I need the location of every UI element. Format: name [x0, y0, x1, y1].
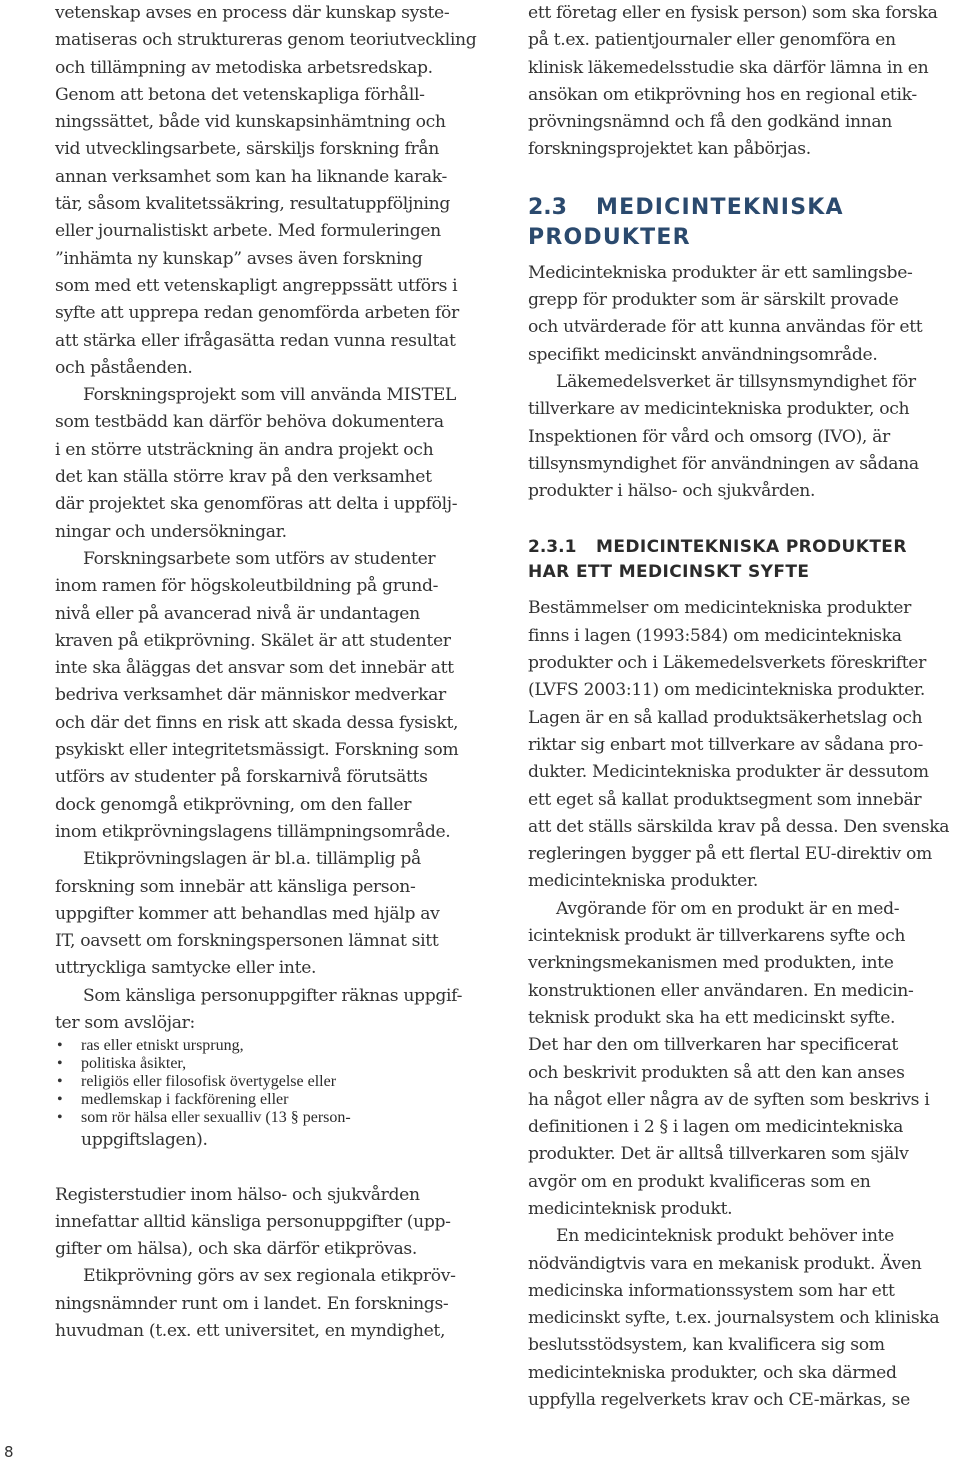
page-number: 8 — [4, 1443, 14, 1461]
right-column — [528, 0, 958, 1414]
paragraph-etikprovning — [55, 1263, 485, 1345]
list-item: • religiös eller filosofisk övertygelse eller — [55, 1073, 485, 1091]
paragraph-continued — [528, 0, 958, 164]
text-line: dock genomgå etikprövning, om den faller — [55, 794, 412, 815]
text-line: annan verksamhet som kan ha liknande karak- — [55, 166, 447, 187]
text-line: Det har den om tillverkaren har specificerat — [528, 1035, 898, 1056]
paragraph-sensitive-data — [55, 983, 485, 1038]
text-line: och där det finns en risk att skada dessa fysiskt, — [55, 712, 459, 733]
text-line: kraven på etikprövning. Skälet är att studenter — [55, 630, 451, 651]
text-line: verkningsmekanismen med produkten, inte — [528, 953, 894, 974]
text-line: medicinteknisk produkt. — [528, 1198, 733, 1219]
text-line: produkter. Det är alltså tillverkaren som själv — [528, 1144, 909, 1165]
text-line: uttryckliga samtycke eller inte. — [55, 958, 317, 979]
text-line: Som känsliga personuppgifter räknas uppgif- — [83, 985, 463, 1006]
text-line: inte ska åläggas det ansvar som det innebär att — [55, 658, 454, 679]
text-line: innefattar alltid känsliga personuppgifter (upp- — [55, 1211, 451, 1232]
text-line: Etikprövning görs av sex regionala etikpröv- — [83, 1266, 456, 1287]
list-item: • som rör hälsa eller sexualliv (13 § person- — [55, 1109, 485, 1127]
text-line: och beskrivit produkten så att den kan anses — [528, 1062, 905, 1083]
bullet-list — [55, 1037, 485, 1127]
list-item: • politiska åsikter, — [55, 1055, 485, 1073]
text-line: ningar och undersökningar. — [55, 521, 287, 542]
text-line: konstruktionen eller användaren. En medicin- — [528, 980, 914, 1001]
paragraph-samlingsbegrepp — [528, 260, 958, 369]
spacer — [528, 164, 958, 193]
text-line: Forskningsprojekt som vill använda MISTEL — [83, 385, 456, 406]
text-line: det kan ställa större krav på den verksamhet — [55, 467, 432, 488]
text-line: och tillämpning av metodiska arbetsredskap. — [55, 57, 433, 78]
paragraph-definition — [55, 0, 485, 382]
text-line: att stärka eller ifrågasätta redan vunna resultat — [55, 330, 456, 351]
text-line: Inspektionen för vård och omsorg (IVO), är — [528, 426, 890, 447]
paragraph-mistel — [55, 382, 485, 546]
text-line: Läkemedelsverket är tillsynsmyndighet för — [556, 371, 916, 392]
text-line: i en större utsträckning än andra projekt och — [55, 439, 434, 460]
text-line: klinisk läkemedelsstudie ska därför lämna in en — [528, 57, 929, 78]
text-line: medicintekniska produkter, och ska därmed — [528, 1362, 897, 1383]
text-line: som testbädd kan därför behöva dokumentera — [55, 412, 444, 433]
text-line: ningssättet, både vid kunskapsinhämtning och — [55, 112, 446, 133]
paragraph-etikprovningslagen — [55, 846, 485, 982]
text-line: tär, såsom kvalitetssäkring, resultatuppföljning — [55, 194, 451, 215]
paragraph-mekanisk — [528, 1223, 958, 1414]
text-line: finns i lagen (1993:584) om medicintekniska — [528, 625, 902, 646]
paragraph-avgorande — [528, 896, 958, 1224]
text-line: psykiskt eller integritetsmässigt. Forskning som — [55, 740, 459, 761]
text-line: tillverkare av medicintekniska produkter, och — [528, 399, 910, 420]
text-line: ansökan om etikprövning hos en regional etik- — [528, 84, 917, 105]
text-line: icinteknisk produkt är tillverkarens syfte och — [528, 926, 906, 947]
text-line: huvudman (t.ex. ett universitet, en myndighet, — [55, 1321, 446, 1342]
spacer — [55, 1155, 485, 1182]
list-item: • ras eller etniskt ursprung, — [55, 1037, 485, 1055]
text-line: definitionen i 2 § i lagen om medicintekniska — [528, 1117, 904, 1138]
text-line: specifikt medicinskt användningsområde. — [528, 344, 878, 365]
text-line: på t.ex. patientjournaler eller genomföra en — [528, 30, 896, 51]
text-line: nivå eller på avancerad nivå är undantagen — [55, 603, 420, 624]
text-line: dukter. Medicintekniska produkter är dessutom — [528, 762, 929, 783]
text-line: bedriva verksamhet där människor medverkar — [55, 685, 446, 706]
text-line: att det ställs särskilda krav på dessa. Den svenska — [528, 816, 950, 837]
section-heading-2-3-1 — [528, 535, 958, 585]
text-line: teknisk produkt ska ha ett medicinskt syfte. — [528, 1007, 896, 1028]
list-item-continuation: uppgiftslagen). — [81, 1130, 208, 1151]
text-line: matiseras och struktureras genom teoriutveckling — [55, 30, 477, 51]
text-line: som med ett vetenskapligt angreppssätt utförs i — [55, 275, 458, 296]
text-line: där projektet ska genomföras att delta i uppfölj- — [55, 494, 458, 515]
text-line: vetenskap avses en process där kunskap syste- — [55, 3, 450, 23]
text-line: inom etikprövningslagens tillämpningsområde. — [55, 821, 451, 842]
text-line: beslutsstödsystem, kan kvalificera sig som — [528, 1335, 885, 1356]
spacer — [528, 505, 958, 535]
text-line: Registerstudier inom hälso- och sjukvården — [55, 1184, 420, 1205]
text-line: eller journalistiskt arbete. Med formuleringen — [55, 221, 441, 242]
text-line: avgör om en produkt kvalificeras som en — [528, 1171, 871, 1192]
text-line: prövningsnämnd och få den godkänd innan — [528, 112, 893, 133]
text-line: medicinskt syfte, t.ex. journalsystem och kliniska — [528, 1308, 940, 1329]
text-line: ”inhämta ny kunskap” avses även forskning — [55, 248, 423, 269]
heading-line — [528, 535, 958, 560]
text-line: IT, oavsett om forskningspersonen lämnat sitt — [55, 931, 439, 952]
text-line: Lagen är en så kallad produktsäkerhetslag och — [528, 707, 923, 728]
text-line: ha något eller några av de syften som beskrivs i — [528, 1089, 930, 1110]
text-line: gifter om hälsa), och ska därför etikprövas. — [55, 1239, 417, 1260]
paragraph-bestammelser — [528, 595, 958, 895]
text-line: grepp för produkter som är särskilt provade — [528, 290, 899, 311]
text-line: och påståenden. — [55, 357, 193, 378]
heading-line — [528, 193, 958, 223]
spacer — [528, 253, 958, 260]
text-line: En medicinteknisk produkt behöver inte — [556, 1226, 894, 1247]
heading-text: MEDICINTEKNISKA PRODUKTER — [596, 537, 907, 558]
text-line: vid utvecklingsarbete, särskiljs forskning från — [55, 139, 439, 160]
section-heading-2-3 — [528, 193, 958, 253]
text-line: syfte att upprepa redan genomförda arbeten för — [55, 303, 459, 324]
text-line: Genom att betona det vetenskapliga förhåll- — [55, 84, 425, 105]
text-line: ett företag eller en fysisk person) som ska forska — [528, 3, 938, 23]
text-line: uppgifter kommer att behandlas med hjälp av — [55, 903, 440, 924]
text-line: nödvändigtvis vara en mekanisk produkt. Även — [528, 1253, 922, 1274]
text-line: medicintekniska produkter. — [528, 871, 758, 892]
text-line: Etikprövningslagen är bl.a. tillämplig på — [83, 849, 421, 870]
paragraph-students — [55, 546, 485, 846]
left-column — [55, 0, 485, 1345]
spacer — [528, 585, 958, 595]
text-line: ter som avslöjar: — [55, 1012, 195, 1033]
paragraph-tillsyn — [528, 369, 958, 505]
heading-text: PRODUKTER — [528, 224, 691, 250]
text-line: regleringen bygger på ett flertal EU-direktiv om — [528, 844, 932, 865]
text-line: inom ramen för högskoleutbildning på grund- — [55, 576, 439, 597]
text-line: ett eget så kallat produktsegment som innebär — [528, 789, 922, 810]
text-line: uppfylla regelverkets krav och CE-märkas, se — [528, 1390, 910, 1411]
text-line: Bestämmelser om medicintekniska produkter — [528, 598, 911, 619]
text-line: forskning som innebär att känsliga person- — [55, 876, 416, 897]
list-item: • medlemskap i fackförening eller — [55, 1091, 485, 1109]
paragraph-registerstudier — [55, 1182, 485, 1264]
text-line: Medicintekniska produkter är ett samlingsbe- — [528, 262, 913, 283]
text-line: forskningsprojektet kan påbörjas. — [528, 139, 811, 160]
text-line: medicinska informationssystem som har ett — [528, 1280, 895, 1301]
heading-text: HAR ETT MEDICINSKT SYFTE — [528, 562, 810, 583]
text-line: tillsynsmyndighet för användningen av sådana — [528, 453, 919, 474]
text-line: ningsnämnder runt om i landet. En forsknings- — [55, 1293, 449, 1314]
text-line: riktar sig enbart mot tillverkare av sådana pro- — [528, 734, 923, 755]
text-line: Avgörande för om en produkt är en med- — [556, 898, 900, 919]
text-line: och utvärderade för att kunna användas för ett — [528, 317, 923, 338]
text-line: produkter i hälso- och sjukvården. — [528, 481, 816, 502]
text-line: Forskningsarbete som utförs av studenter — [83, 548, 436, 569]
text-line: (LVFS 2003:11) om medicintekniska produkter. — [528, 680, 926, 701]
text-line: produkter och i Läkemedelsverkets föreskrifter — [528, 653, 926, 674]
heading-number: 2.3.1 — [528, 537, 577, 558]
heading-text: MEDICINTEKNISKA — [596, 194, 844, 220]
heading-number: 2.3 — [528, 194, 567, 220]
text-line: utförs av studenter på forskarnivå förutsätts — [55, 767, 428, 788]
